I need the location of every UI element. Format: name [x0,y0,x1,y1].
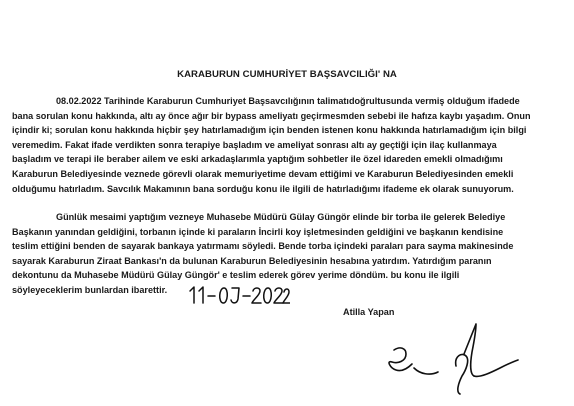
document-title: KARABURUN CUMHURİYET BAŞSAVCILIĞI' NA [177,69,397,80]
paragraph-line: Karaburun Belediyesinde veznede görevli olarak memuriyetime devam ettiğimi ve Karaburun Belediyesinden emekli [12,168,514,179]
paragraph-line: bana sorulan konu hakkında, altı ay önce ağır bir bypass ameliyatı geçirmesmden sebebi ile hafıza kaybı yaşadım. Onun [12,110,531,121]
handwritten-date [186,283,290,307]
paragraph-line: veremedim. Fakat ifade verdikten sonra terapiye başladım ve ameliyat sonrası altı ay geçtiği için ilaç kullanmaya [12,139,497,150]
paragraph-line: olduğumu hatırladım. Savcılık Makamının bana sorduğu konu ile ilgili de hatırladığımı ifademe ek olarak sunuyorum. [12,183,514,194]
paragraph-line: teslim ettiğini benden de sayarak bankaya yatırmamı söyledi. Bende torba içindeki paraları para sayma makinesinde [12,241,514,252]
signatory-name: Atilla Yapan [343,307,395,317]
paragraph-line: Günlük mesaimi yaptığım vezneye Muhasebe Müdürü Gülay Güngör elinde bir torba ile gelerek Belediye [56,212,506,222]
paragraph-line: Başkanın yanından geldiğini, torbanın içinde ki paraların İncirli koy işletmesinden geldiğini ve başkanın kendisine [12,226,504,237]
paragraph-line: söyleyeceklerim bunlardan ibarettir. [12,284,168,295]
statement-paragraph-1 [12,94,564,196]
paragraph-line: 08.02.2022 Tarihinde Karaburun Cumhuriyet Başsavcılığının talimatıdoğrultusunda vermiş olduğum ifadede [56,96,520,106]
paragraph-line: sayarak Karaburun Ziraat Bankası'n da bulunan Karaburun Belediyesinin hesabına yatırdım. Yatırdığım paranın [12,255,492,266]
signature [372,318,542,400]
paragraph-line: başladım ve terapi ile beraber ailem ve eski arkadaşlarımla yaptığım sohbetler ile özel idareden emekli olmadığımı [12,154,503,165]
paragraph-line: dekontunu da Muhasebe Müdürü Gülay Güngör' e teslim ederek görev yerime döndüm. bu konu ile ilgili [12,270,460,281]
paragraph-line: içindir ki; sorulan konu hakkında hiçbir şey hatırlamadığım için benden istenen konu hakkında hatırlamadığım için bilgi [12,125,527,136]
